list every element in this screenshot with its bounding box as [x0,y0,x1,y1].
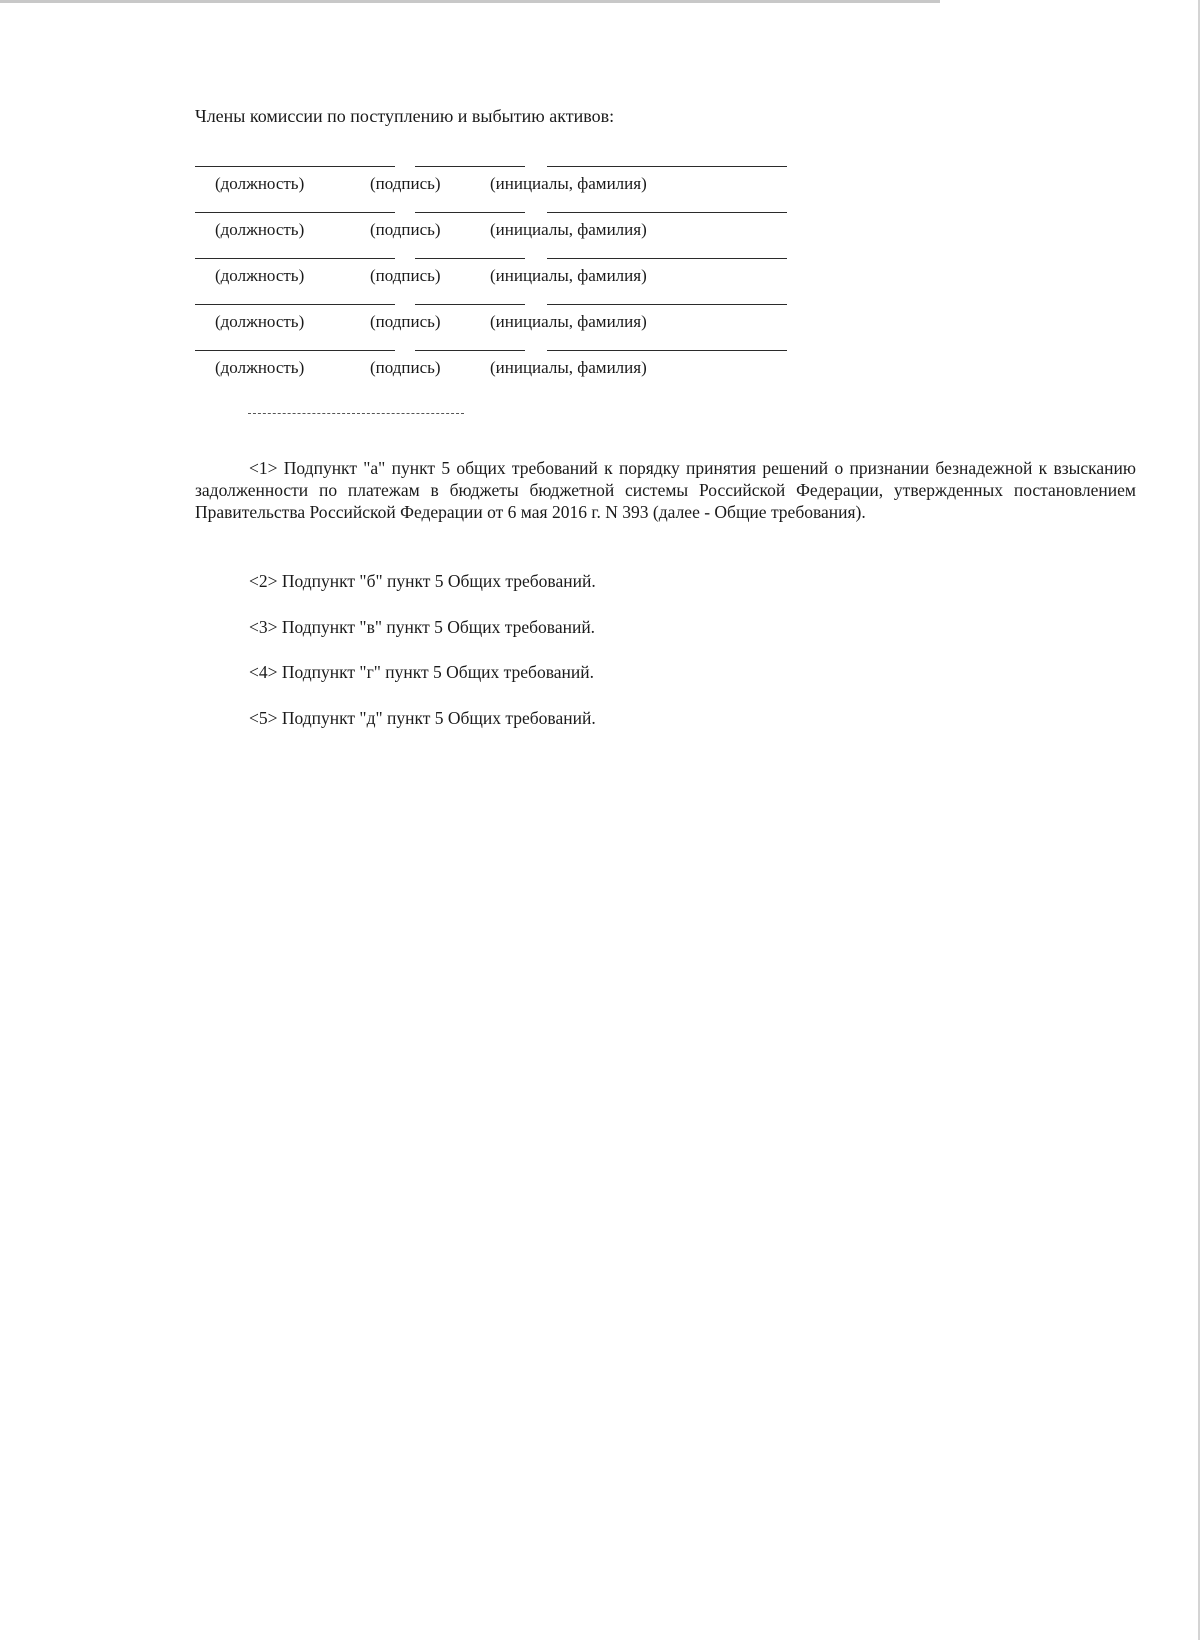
signature-caption: (подпись) [370,220,441,239]
name-line [547,350,787,351]
signature-line [415,258,525,259]
signature-caption: (подпись) [370,312,441,331]
name-caption: (инициалы, фамилия) [490,220,647,239]
position-caption: (должность) [215,220,305,239]
position-caption: (должность) [215,174,305,193]
name-line [547,212,787,213]
position-caption: (должность) [215,266,305,285]
footnote-2: <2> Подпункт "б" пункт 5 Общих требований. [249,571,596,591]
footnote-1: <1> Подпункт "а" пункт 5 общих требований к порядку принятия решений о признании безнадежной к взысканию задолженности по платежам в бюджеты бюджетной системы Российской Федерации, утвержденных постановлением Правительства Российской Федерации от 6 мая 2016 г. N 393 (далее - Общие требования). [195,458,1136,522]
position-line [195,304,395,305]
footnote-3: <3> Подпункт "в" пункт 5 Общих требований. [249,617,596,637]
signature-line [415,166,525,167]
position-line [195,258,395,259]
signature-row [195,166,795,212]
signature-caption: (подпись) [370,358,441,377]
footnote-5: <5> Подпункт "д" пункт 5 Общих требований. [249,708,596,728]
signature-line [415,350,525,351]
name-caption: (инициалы, фамилия) [490,266,647,285]
signature-caption: (подпись) [370,266,441,285]
footnote-4: <4> Подпункт "г" пункт 5 Общих требований. [249,662,594,682]
position-line [195,212,395,213]
signature-line [415,304,525,305]
signature-line [415,212,525,213]
name-line [547,258,787,259]
name-line [547,304,787,305]
position-caption: (должность) [215,312,305,331]
commission-heading: Члены комиссии по поступлению и выбытию активов: [195,106,615,126]
position-line [195,350,395,351]
name-caption: (инициалы, фамилия) [490,312,647,331]
footnote-separator [248,413,464,414]
signature-row [195,304,795,350]
name-caption: (инициалы, фамилия) [490,174,647,193]
position-caption: (должность) [215,358,305,377]
position-line [195,166,395,167]
signature-row [195,350,795,396]
signature-caption: (подпись) [370,174,441,193]
name-caption: (инициалы, фамилия) [490,358,647,377]
signature-row [195,258,795,304]
name-line [547,166,787,167]
signature-row [195,212,795,258]
